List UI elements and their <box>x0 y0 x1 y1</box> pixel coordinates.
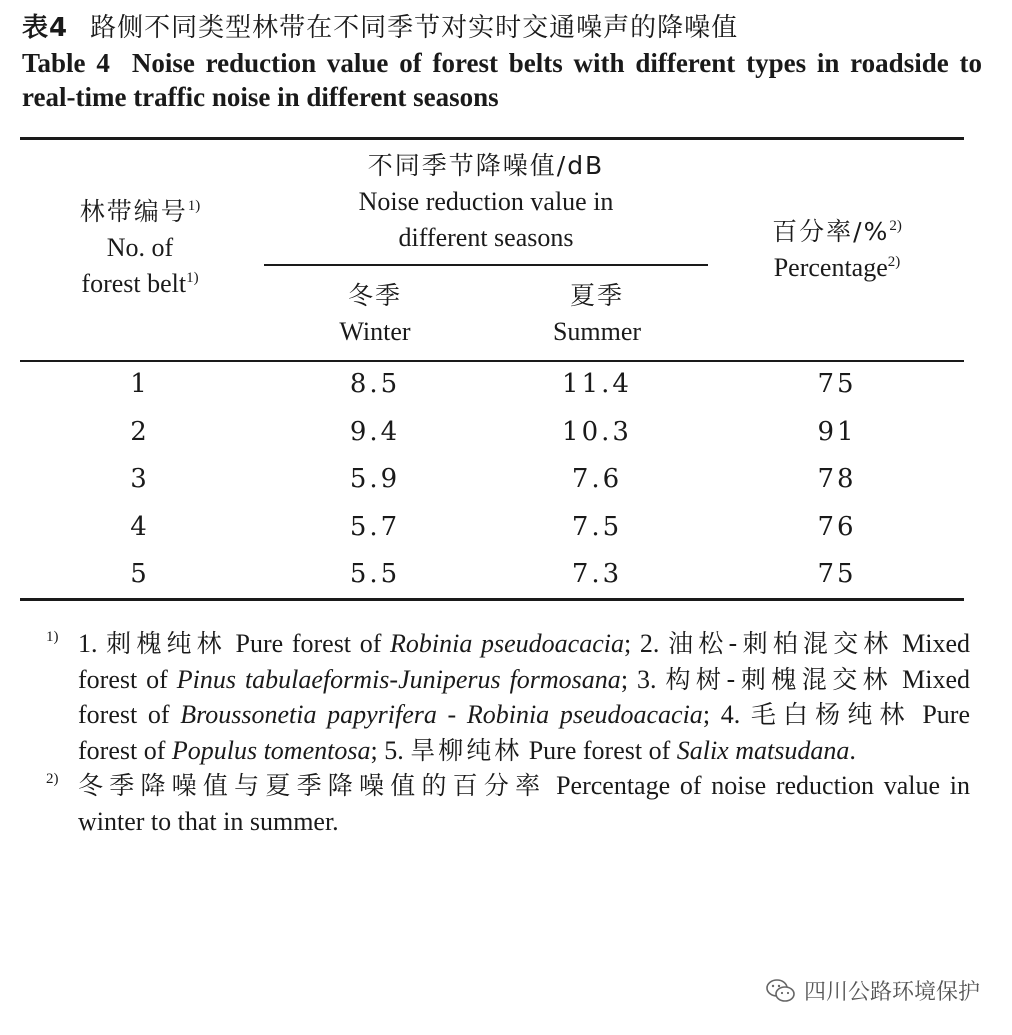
footnote-1-segment: 1. <box>78 629 107 658</box>
footnote-1-segment: Pure forest of <box>78 700 970 765</box>
table-cell-winter: 5.7 <box>349 511 401 542</box>
footnote-1-segment: Mixed forest of <box>78 629 970 694</box>
table-cell-summer: 11.4 <box>562 369 632 399</box>
footnote-1-segment: 毛白杨纯林 <box>750 700 912 729</box>
caption-zh-label: 表4 <box>22 13 69 43</box>
footnote-1-segment: ; 5. <box>370 735 411 765</box>
header-pct-sup-en: 2) <box>887 254 901 270</box>
header-belt-en1: No. of <box>106 233 174 262</box>
footnote-2 <box>46 768 970 839</box>
header-belt-sup-en: 1) <box>186 270 199 286</box>
header-group-en2: different seasons <box>398 223 574 252</box>
header-group-en1: Noise reduction value in <box>358 187 614 216</box>
header-winter-en: Winter <box>339 317 411 346</box>
header-summer <box>492 278 702 350</box>
footnote-1-mark: 1) <box>46 629 59 645</box>
table-footnotes <box>46 626 970 839</box>
header-bottom-rule <box>20 360 964 362</box>
table-cell-winter: 8.5 <box>349 369 401 399</box>
table-top-rule <box>20 137 964 140</box>
table-bottom-rule <box>20 598 964 601</box>
watermark <box>766 975 980 1006</box>
table-cell-no: 2 <box>130 416 150 447</box>
table-caption <box>22 10 982 114</box>
group-header-rule <box>264 264 708 266</box>
footnote-1-segment: 构树-刺槐混交林 <box>665 664 894 694</box>
header-belt-zh: 林带编号 <box>79 197 188 226</box>
footnote-1-segment: 油松-刺柏混交林 <box>668 629 894 658</box>
footnote-1-segment: Populus tomentosa <box>171 735 371 765</box>
table-cell-summer: 7.3 <box>571 559 623 589</box>
table-cell-summer: 7.5 <box>571 511 623 542</box>
footnote-1-segment: Broussonetia papyrifera - Robinia pseudoacacia <box>180 700 703 729</box>
footnote-2-zh: 冬季降噪值与夏季降噪值的百分率 <box>78 771 547 800</box>
watermark-text: 四川公路环境保护 <box>803 980 980 1005</box>
header-pct-sup: 2) <box>889 218 902 234</box>
footnote-1-segment: Pinus tabulaeformis-Juniperus formosana <box>176 664 621 694</box>
table-cell-pct: 76 <box>817 511 857 542</box>
caption-en-title: Noise reduction value of forest belts with different types in roadside to real-time traffic noise in different seasons <box>22 48 982 112</box>
table-cell-winter: 5.5 <box>349 559 401 589</box>
header-winter <box>270 278 480 350</box>
header-winter-zh: 冬季 <box>347 281 402 310</box>
caption-en-label: Table 4 <box>22 48 110 78</box>
table-cell-pct: 91 <box>817 416 857 447</box>
table-cell-no: 3 <box>130 464 150 494</box>
footnote-1-segment: ; 4. <box>702 700 751 729</box>
wechat-icon <box>766 978 796 1004</box>
table-cell-no: 5 <box>130 559 150 589</box>
table-cell-summer: 7.6 <box>571 464 623 494</box>
header-forest-belt <box>20 194 260 302</box>
footnote-1-segment: ; 3. <box>620 664 666 694</box>
footnote-2-mark: 2) <box>46 771 59 787</box>
footnote-1-segment: Robinia pseudoacacia <box>390 629 624 658</box>
header-pct-en: Percentage <box>773 253 888 282</box>
table-cell-winter: 9.4 <box>349 416 401 447</box>
footnote-1-segment: ; 2. <box>624 629 669 658</box>
header-group-zh: 不同季节降噪值/dB <box>367 151 605 180</box>
table-cell-winter: 5.9 <box>349 464 401 494</box>
header-belt-sup: 1) <box>187 198 201 214</box>
table-cell-summer: 10.3 <box>562 416 632 447</box>
footnote-2-en: Percentage of noise reduction value in winter to that in summer. <box>78 771 970 836</box>
footnote-1-segment: 刺槐纯林 <box>106 629 227 658</box>
footnote-1 <box>46 626 970 768</box>
header-percentage <box>712 214 962 286</box>
caption-en <box>22 46 982 114</box>
footnote-1-segment: Pure forest of <box>226 629 391 658</box>
header-summer-en: Summer <box>552 317 642 346</box>
header-belt-en2: forest belt <box>81 269 187 298</box>
table-cell-pct: 75 <box>817 559 857 589</box>
caption-zh-title: 路侧不同类型林带在不同季节对实时交通噪声的降噪值 <box>90 13 739 43</box>
header-group-noise <box>264 148 708 256</box>
table-cell-no: 1 <box>130 369 150 399</box>
footnote-1-segment: Salix matsudana <box>676 735 850 765</box>
header-pct-zh: 百分率/% <box>772 217 890 246</box>
footnote-1-segment: 旱柳纯林 <box>410 735 523 765</box>
table-cell-no: 4 <box>130 511 150 542</box>
table-cell-pct: 75 <box>817 369 857 399</box>
footnote-1-segment: . <box>849 735 856 765</box>
caption-zh <box>22 10 982 46</box>
footnote-1-text <box>78 629 970 765</box>
table-cell-pct: 78 <box>817 464 857 494</box>
footnote-1-segment: Pure forest of <box>522 735 677 765</box>
footnote-1-segment: Mixed forest of <box>78 664 970 729</box>
header-summer-zh: 夏季 <box>569 281 624 310</box>
